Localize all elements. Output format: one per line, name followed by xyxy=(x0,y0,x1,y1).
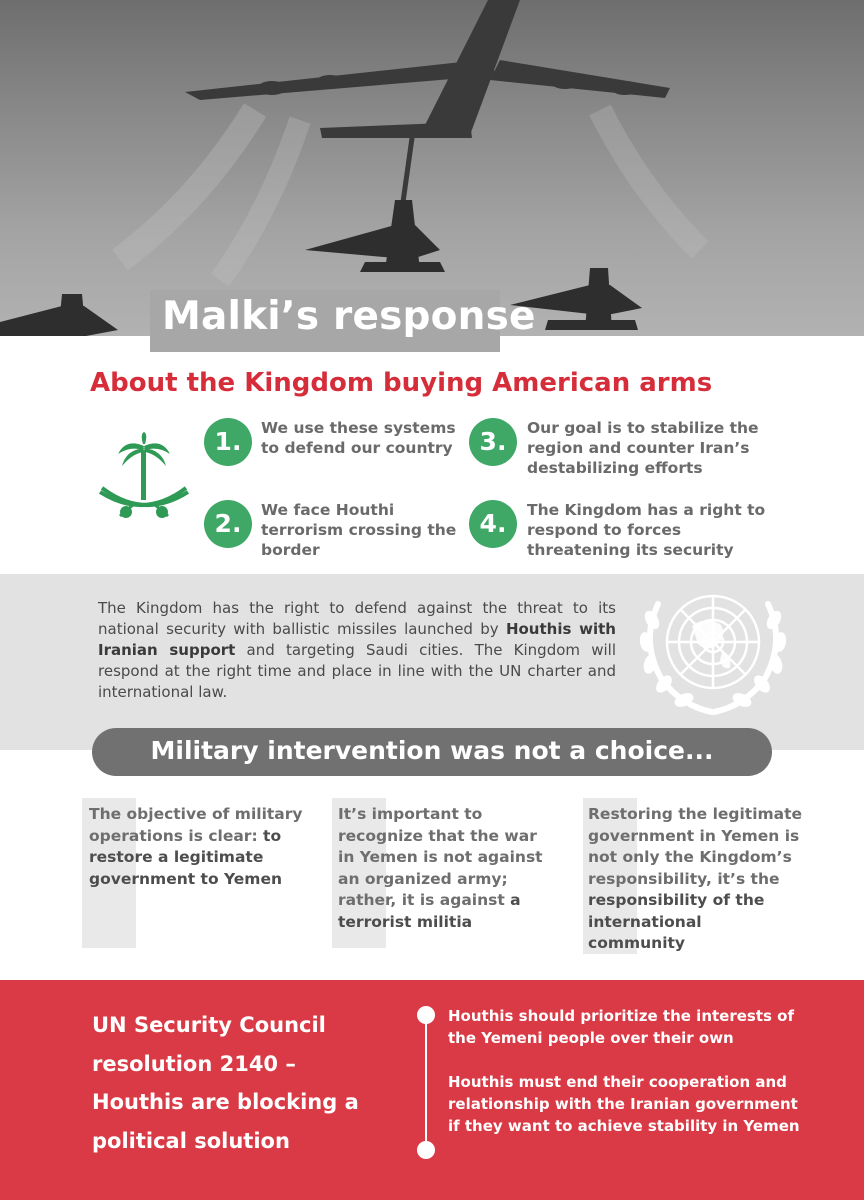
footer-item-1: Houthis should prioritize the interests of the Yemeni people over their own xyxy=(448,1007,794,1047)
statement-bold: Houthis with Iranian support xyxy=(98,620,616,659)
section-heading: Military intervention was not a choice... xyxy=(150,736,714,765)
statement-text-1: The Kingdom has the right to defend against the threat to its national security with ballistic missiles launched by xyxy=(98,599,616,638)
footer-title: UN Security Council resolution 2140 – Houthis are blocking a political solution xyxy=(92,1013,359,1153)
column-2-bold: a terrorist militia xyxy=(338,891,521,931)
saudi-emblem-icon xyxy=(96,432,192,528)
point-text-4: The Kingdom has a right to respond to forces threatening its security xyxy=(527,501,766,559)
column-1-bold: to restore a legitimate government to Yemen xyxy=(89,826,283,888)
section-heading-pill xyxy=(92,728,772,776)
timeline-line xyxy=(425,1016,427,1152)
point-text-1: We use these systems to defend our country xyxy=(261,419,456,457)
column-2-text: It’s important to recognize that the war in Yemen is not against an organized army; rather, it is against xyxy=(338,805,543,909)
page-title: Malki’s response xyxy=(162,294,536,339)
aircraft-photo xyxy=(0,0,864,336)
timeline-dot-icon xyxy=(417,1006,435,1024)
point-number-2: 2. xyxy=(204,500,252,548)
point-text-3: Our goal is to stabilize the region and counter Iran’s destabilizing efforts xyxy=(527,419,759,477)
footer-item-2: Houthis must end their cooperation and relationship with the Iranian government if they want to achieve stability in Yemen xyxy=(448,1073,800,1135)
statement-paragraph xyxy=(98,598,616,703)
column-1-text: The objective of military operations is clear: xyxy=(89,805,303,845)
page-subtitle: About the Kingdom buying American arms xyxy=(90,368,713,398)
point-text-2: We face Houthi terrorism crossing the border xyxy=(261,501,457,559)
column-3 xyxy=(588,804,803,955)
point-number-3: 3. xyxy=(469,418,517,466)
timeline-dot-icon xyxy=(417,1141,435,1159)
statement-text-2: and targeting Saudi cities. The Kingdom will respond at the right time and place in line with the UN charter and international law. xyxy=(98,641,616,701)
un-emblem-icon xyxy=(632,576,794,722)
column-3-bold: responsibility of the international community xyxy=(588,891,765,952)
title-banner xyxy=(150,290,536,352)
point-number-4: 4. xyxy=(469,500,517,548)
column-1 xyxy=(89,804,314,890)
column-3-text: Restoring the legitimate government in Yemen is not only the Kingdom’s responsibility, it’s the xyxy=(588,805,803,888)
point-number-1: 1. xyxy=(204,418,252,466)
column-2 xyxy=(338,804,550,933)
